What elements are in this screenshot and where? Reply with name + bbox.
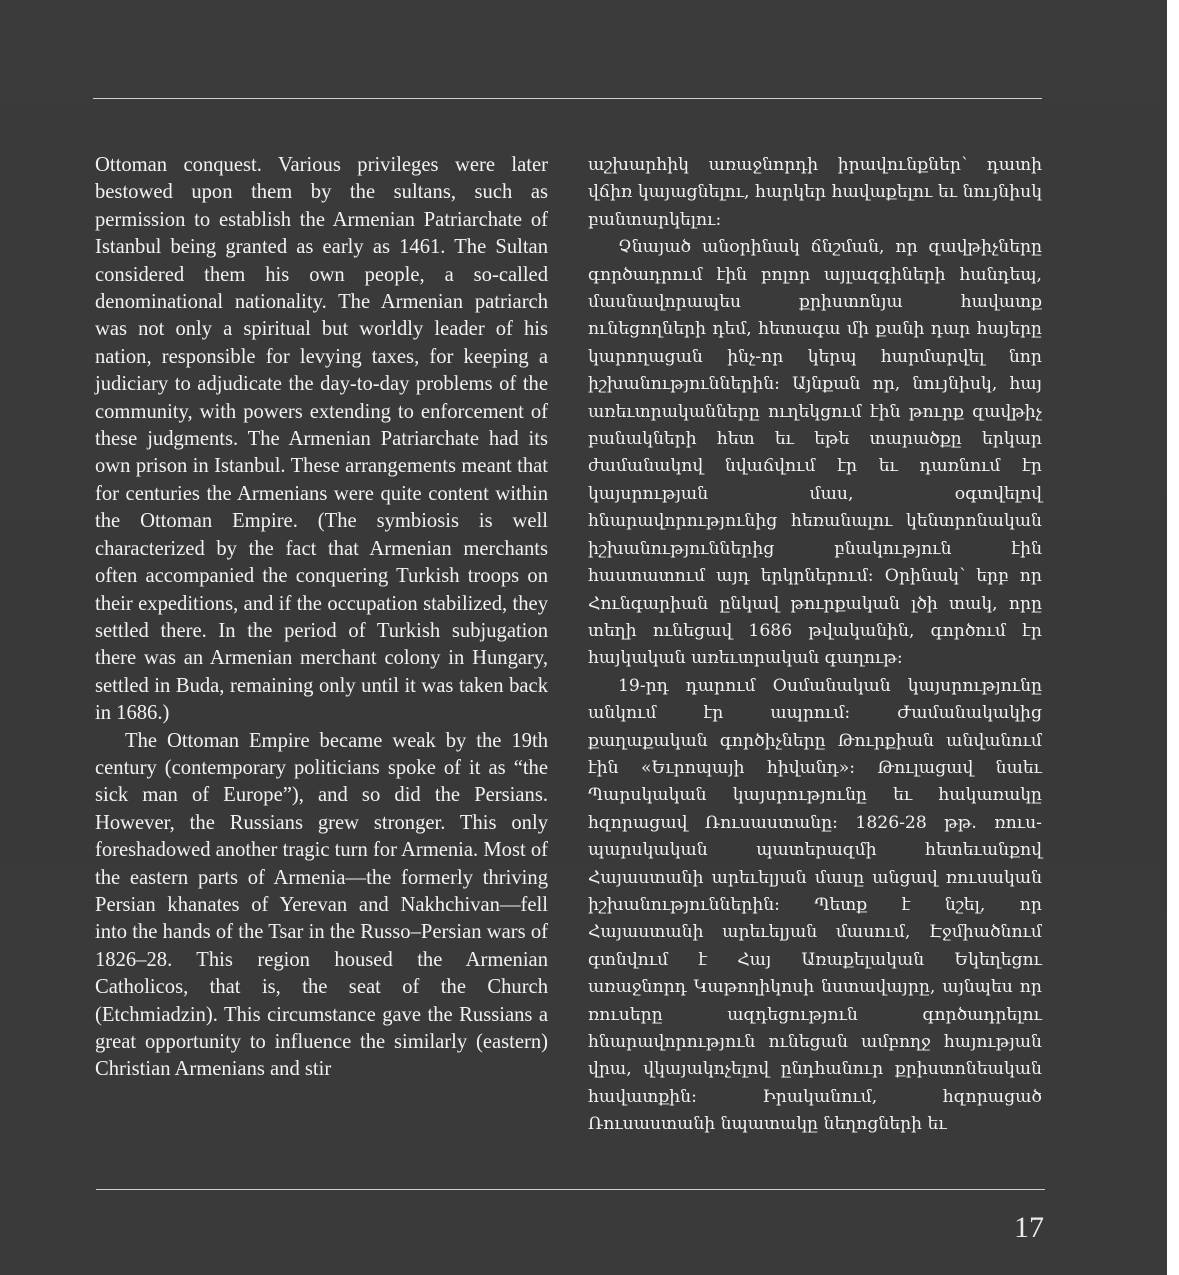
armenian-paragraph-1: աշխարհիկ առաջնորդի իրավունքներ՝ դատի վճիռ կայացնելու, հարկեր հավաքելու եւ նույնիսկ բանտարկելու: <box>588 155 1042 230</box>
page-number: 17 <box>1014 1211 1044 1244</box>
english-text-column <box>95 152 548 1084</box>
armenian-text-column <box>588 152 1042 1139</box>
english-paragraph-2: The Ottoman Empire became weak by the 19th century (contemporary politicians spoke of it as “the sick man of Europe”), and so did the Persians. However, the Russians grew stronger. This only foreshadowed another tragic turn for Armenia. Most of the eastern parts of Armenia—the formerly thriving Persian khanates of Yerevan and Nakhchivan—fell into the hands of the Tsar in the Russo–Persian wars of 1826–28. This region housed the Armenian Catholicos, that is, the seat of the Church (Etchmiadzin). This circumstance gave the Russians a great opportunity to influence the similarly (eastern) Christian Armenians and stir <box>95 729 548 1081</box>
armenian-paragraph-3: 19-րդ դարում Օսմանական կայսրությունը անկում էր ապրում: Ժամանակակից քաղաքական գործիչները Թուրքիան անվանում էին «Եւրոպայի հիվանդ»: Թուլացավ նաեւ Պարսկական կայսրությունը եւ հակառակը հզորացավ Ռուսաստանը: 1826-28 թթ. ռուս-պարսկական պատերազմի հետեւանքով Հայաստանի արեւելյան մասը անցավ ռուսական իշխանություններին: Պետք է նշել, որ Հայաստանի արեւելյան մասում, Էջմիածնում գտնվում է Հայ Առաքելական Եկեղեցու առաջնորդ Կաթողիկոսի նստավայրը, այնպես որ ռուսերը ազդեցություն գործադրելու հնարավորություն ունեցան ամբողջ հայության վրա, վկայակոչելով ընդհանուր քրիստոնեական հավատքին: Իրականում, հզորացած Ռուսաստանի նպատակը նեղոցների եւ <box>588 675 1042 1135</box>
top-rule <box>93 98 1042 99</box>
armenian-paragraph-2: Չնայած անօրինակ ճնշման, որ զավթիչները գործադրում էին բոլոր այլազգիների հանդեպ, մասնավորապես քրիստոնյա հավատք ունեցողների դեմ, հետագա մի քանի դար հայերը կարողացան ինչ-որ կերպ հարմարվել նոր իշխանություններին: Այնքան որ, նույնիսկ, հայ առեւտրականները ուղեկցում էին թուրք զավթիչ բանակների հետ եւ եթե տարածքը երկար ժամանակով նվաճվում էր եւ դառնում էր կայսրության մաս, օգտվելով հնարավորությունից հեռանալու կենտրոնական իշխանություններից բնակություն էին հաստատում այդ երկրներում: Օրինակ՝ երբ որ Հունգարիան ընկավ թուրքական լծի տակ, որը տեղի ունեցավ 1686 թվականին, գործում էր հայկական առեւտրական գաղութ: <box>588 237 1042 669</box>
bottom-rule <box>96 1189 1045 1190</box>
english-paragraph-1: Ottoman conquest. Various privileges were later bestowed upon them by the sultans, such as permission to establish the Armenian Patriarchate of Istanbul being granted as early as 1461. The Sultan considered them his own people, a so-called denominational nationality. The Armenian patriarch was not only a spiritual but worldly leader of his nation, responsible for levying taxes, for keeping a judiciary to adjudicate the day-to-day problems of the community, with powers extending to enforcement of these judgments. The Armenian Patriarchate had its own prison in Istanbul. These arrangements meant that for centuries the Armenians were quite content within the Ottoman Empire. (The symbiosis is well characterized by the fact that Armenian merchants often accompanied the conquering Turkish troops on their expeditions, and if the occupation stabilized, they settled there. In the period of Turkish subjugation there was an Armenian merchant colony in Hungary, settled in Buda, remaining only until it was taken back in 1686.) <box>95 154 548 725</box>
